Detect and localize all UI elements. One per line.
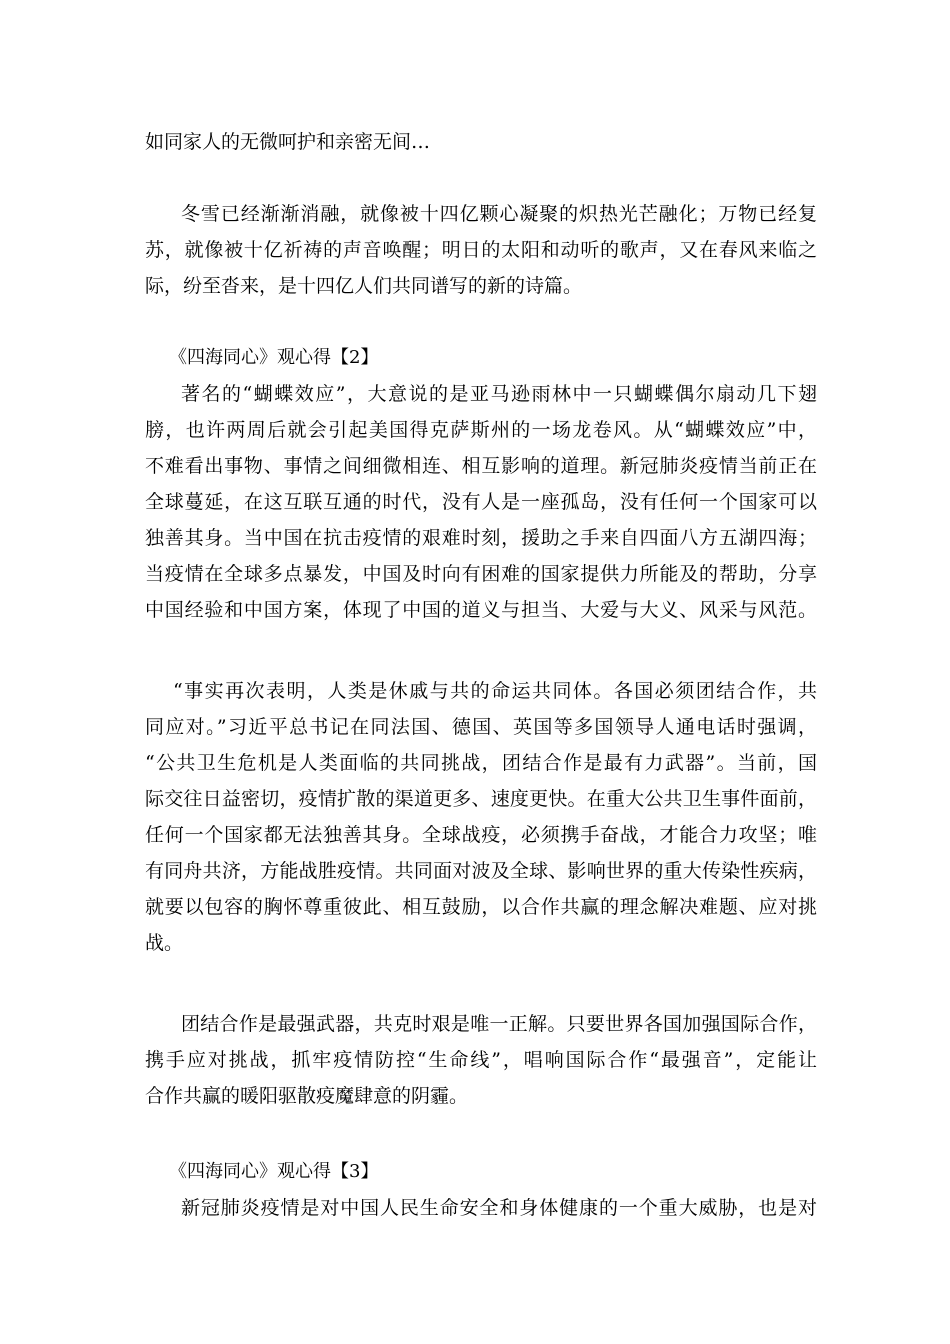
text-line: 任何一个国家都无法独善其身。全球战疫，必须携手奋战，才能合力攻坚；唯 bbox=[145, 824, 817, 846]
text-line: 中国经验和中国方案，体现了中国的道义与担当、大爱与大义、风采与风范。 bbox=[145, 599, 817, 621]
section-heading-3 bbox=[145, 1154, 817, 1190]
text-line: 战。 bbox=[145, 932, 184, 954]
paragraph-continuation bbox=[145, 124, 817, 160]
paragraph-unity bbox=[145, 1006, 817, 1114]
section-heading: 《四海同心》观心得【2】 bbox=[169, 347, 379, 368]
text-line: 不难看出事物、事情之间细微相连、相互影响的道理。新冠肺炎疫情当前正在 bbox=[145, 455, 817, 477]
text-line: 著名的“蝴蝶效应”，大意说的是亚马逊雨林中一只蝴蝶偶尔扇动几下翅 bbox=[181, 383, 817, 405]
text-line: 合作共赢的暖阳驱散疫魔肆意的阴霾。 bbox=[145, 1085, 469, 1107]
text-line: 如同家人的无微呵护和亲密无间… bbox=[145, 131, 431, 153]
text-line: 独善其身。当中国在抗击疫情的艰难时刻，援助之手来自四面八方五湖四海； bbox=[145, 527, 817, 549]
paragraph-fact bbox=[145, 673, 817, 961]
document-page bbox=[145, 0, 817, 1344]
text-line: 当疫情在全球多点暴发，中国及时向有困难的国家提供力所能及的帮助，分享 bbox=[145, 563, 817, 585]
text-line: “公共卫生危机是人类面临的共同挑战，团结合作是最有力武器”。当前，国 bbox=[145, 752, 817, 774]
text-line: 冬雪已经渐渐消融，就像被十四亿颗心凝聚的炽热光芒融化；万物已经复 bbox=[181, 203, 817, 225]
paragraph-winter bbox=[145, 196, 817, 304]
text-line: 膀，也许两周后就会引起美国得克萨斯州的一场龙卷风。从“蝴蝶效应”中， bbox=[145, 419, 817, 441]
text-line: “事实再次表明，人类是休戚与共的命运共同体。各国必须团结合作，共 bbox=[173, 680, 817, 702]
text-line: 新冠肺炎疫情是对中国人民生命安全和身体健康的一个重大威胁，也是对 bbox=[181, 1197, 817, 1219]
text-line: 有同舟共济，方能战胜疫情。共同面对波及全球、影响世界的重大传染性疾病， bbox=[145, 860, 817, 882]
text-line: 全球蔓延，在这互联互通的时代，没有人是一座孤岛，没有任何一个国家可以 bbox=[145, 491, 817, 513]
text-line: 同应对。”习近平总书记在同法国、德国、英国等多国领导人通电话时强调， bbox=[145, 716, 817, 738]
section-heading-2 bbox=[145, 340, 817, 376]
text-line: 际，纷至沓来，是十四亿人们共同谱写的新的诗篇。 bbox=[145, 275, 583, 297]
section-heading: 《四海同心》观心得【3】 bbox=[169, 1161, 379, 1182]
text-line: 团结合作是最强武器，共克时艰是唯一正解。只要世界各国加强国际合作， bbox=[181, 1013, 817, 1035]
paragraph-threat bbox=[145, 1190, 817, 1226]
text-line: 际交往日益密切，疫情扩散的渠道更多、速度更快。在重大公共卫生事件面前， bbox=[145, 788, 817, 810]
text-line: 就要以包容的胸怀尊重彼此、相互鼓励，以合作共赢的理念解决难题、应对挑 bbox=[145, 896, 817, 918]
paragraph-butterfly bbox=[145, 376, 817, 628]
text-line: 携手应对挑战，抓牢疫情防控“生命线”，唱响国际合作“最强音”，定能让 bbox=[145, 1049, 817, 1071]
text-line: 苏，就像被十亿祈祷的声音唤醒；明日的太阳和动听的歌声，又在春风来临之 bbox=[145, 239, 817, 261]
